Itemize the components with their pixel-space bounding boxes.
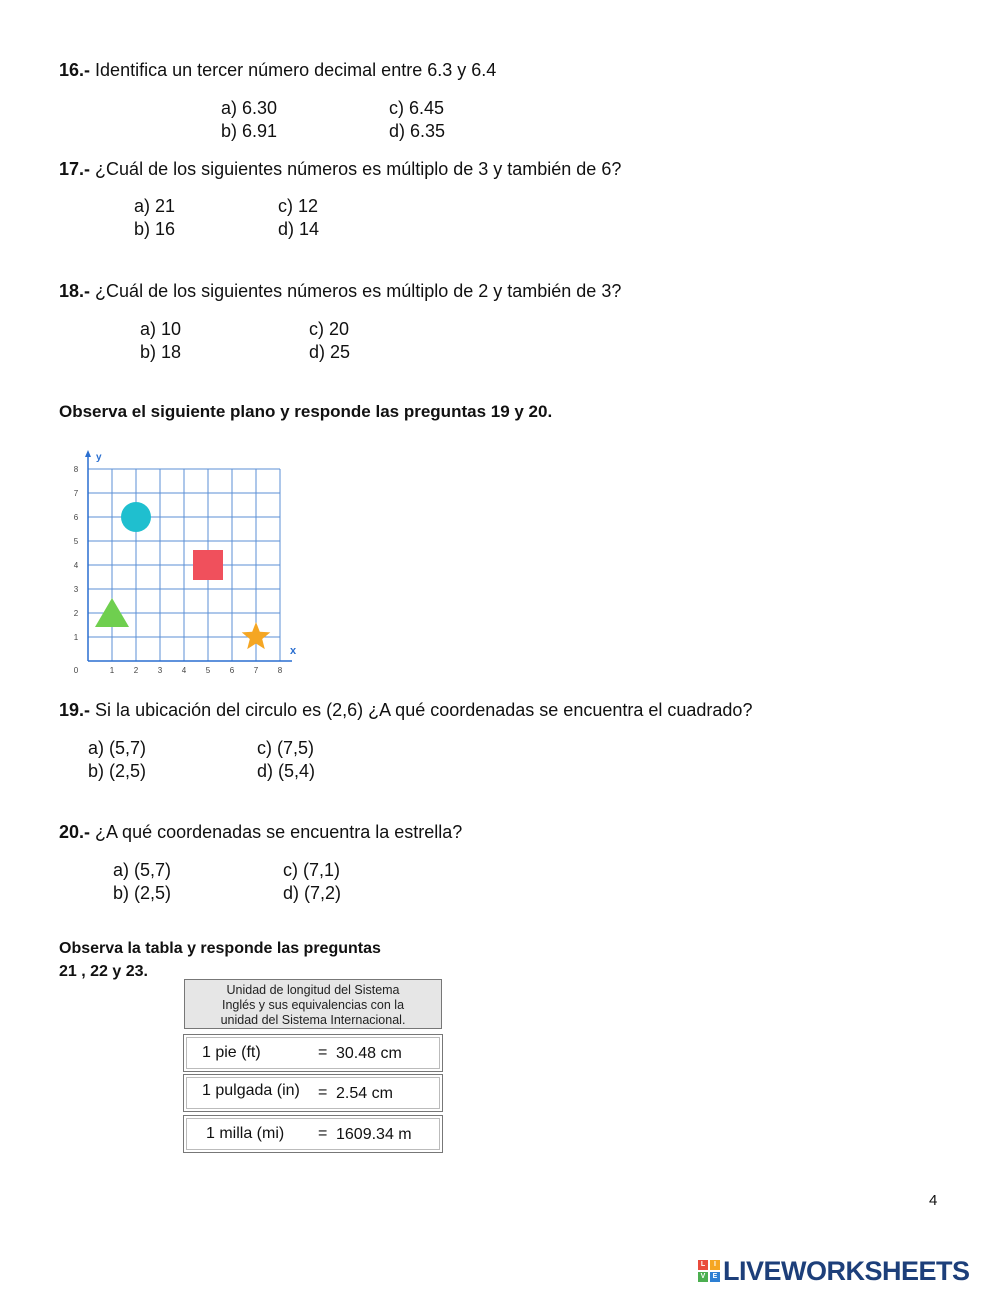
logo-icon: [698, 1260, 720, 1282]
y-tick-label: 7: [73, 489, 79, 498]
question-text: ¿A qué coordenadas se encuentra la estrella?: [95, 822, 463, 842]
option-a[interactable]: a) 10: [140, 319, 182, 339]
question-18: [59, 281, 621, 302]
question-text: ¿Cuál de los siguientes números es múltiplo de 2 y también de 3?: [95, 281, 622, 301]
option-a[interactable]: a) 6.30: [221, 98, 278, 118]
option-b[interactable]: b) (2,5): [113, 883, 172, 903]
table-row: [183, 1074, 443, 1112]
option-a[interactable]: a) (5,7): [113, 860, 172, 880]
option-d[interactable]: d) 6.35: [389, 121, 446, 141]
option-a[interactable]: a) (5,7): [88, 738, 147, 758]
y-tick-label: 3: [73, 585, 79, 594]
option-b[interactable]: b) 16: [134, 219, 176, 239]
option-c[interactable]: c) (7,5): [257, 738, 315, 758]
y-tick-label: 4: [73, 561, 79, 570]
question-number: 16.-: [59, 60, 91, 80]
table-header: [184, 979, 442, 1029]
y-tick-label: 6: [73, 513, 79, 522]
logo-tile: I: [710, 1260, 720, 1270]
option-a[interactable]: a) 21: [134, 196, 176, 216]
x-tick-label: 1: [109, 666, 115, 675]
x-tick-label: 5: [205, 666, 211, 675]
option-b[interactable]: b) 18: [140, 342, 182, 362]
option-d[interactable]: d) (7,2): [283, 883, 342, 903]
equals-sign: =: [318, 1084, 328, 1101]
x-tick-label: 8: [277, 666, 283, 675]
y-tick-label: 2: [73, 609, 79, 618]
question-20: [59, 822, 462, 843]
y-tick-label: 5: [73, 537, 79, 546]
question-number: 18.-: [59, 281, 91, 301]
coordinate-plane: [60, 440, 310, 680]
option-d[interactable]: d) 14: [278, 219, 320, 239]
plane-heading: Observa el siguiente plano y responde las preguntas 19 y 20.: [59, 402, 553, 421]
table-heading-line1: Observa la tabla y responde las preguntas: [59, 940, 381, 957]
y-tick-label: 8: [73, 465, 79, 474]
question-text: Identifica un tercer número decimal entre 6.3 y 6.4: [95, 60, 497, 80]
question-number: 19.-: [59, 700, 91, 720]
table-header-line: unidad del Sistema Internacional.: [220, 1013, 406, 1027]
option-c[interactable]: c) (7,1): [283, 860, 341, 880]
equals-sign: =: [318, 1044, 328, 1061]
x-tick-label: 0: [73, 666, 79, 675]
option-c[interactable]: c) 20: [309, 319, 350, 339]
option-b[interactable]: b) (2,5): [88, 761, 147, 781]
axes: [85, 450, 297, 661]
x-tick-label: 3: [157, 666, 163, 675]
y-axis-label: y: [96, 452, 102, 463]
table-heading-line2: 21 , 22 y 23.: [59, 963, 148, 980]
x-tick-label: 7: [253, 666, 259, 675]
question-text: ¿Cuál de los siguientes números es múltiplo de 3 y también de 6?: [95, 159, 622, 179]
option-c[interactable]: c) 6.45: [389, 98, 445, 118]
logo-tile: E: [710, 1272, 720, 1282]
table-header-line: Inglés y sus equivalencias con la: [221, 998, 405, 1012]
x-tick-label: 6: [229, 666, 235, 675]
x-axis-label: x: [290, 645, 297, 657]
option-b[interactable]: b) 6.91: [221, 121, 278, 141]
y-axis-arrow: [85, 450, 91, 457]
question-17: [59, 159, 621, 180]
option-d[interactable]: d) 25: [309, 342, 351, 362]
question-16: [59, 60, 496, 81]
page-number: 4: [929, 1192, 938, 1209]
table-row: [183, 1034, 443, 1072]
unit-equivalent: 30.48 cm: [336, 1045, 402, 1062]
equals-sign: =: [318, 1125, 328, 1142]
logo-tile: L: [698, 1260, 708, 1270]
option-d[interactable]: d) (5,4): [257, 761, 316, 781]
question-19: [59, 700, 752, 721]
unit-name: 1 milla (mi): [206, 1125, 285, 1142]
brand-name: LIVEWORKSHEETS: [723, 1255, 970, 1286]
unit-equivalent: 1609.34 m: [336, 1126, 412, 1143]
option-c[interactable]: c) 12: [278, 196, 319, 216]
unit-name: 1 pie (ft): [202, 1044, 261, 1061]
square-shape: [193, 550, 223, 580]
liveworksheets-logo: [698, 1256, 970, 1286]
plane-shapes: [95, 502, 270, 649]
logo-tile: V: [698, 1272, 708, 1282]
unit-equivalent: 2.54 cm: [336, 1085, 393, 1102]
question-number: 17.-: [59, 159, 91, 179]
table-row: [183, 1115, 443, 1153]
y-tick-label: 1: [73, 633, 79, 642]
x-tick-label: 4: [181, 666, 187, 675]
unit-name: 1 pulgada (in): [202, 1082, 300, 1099]
circle-shape: [121, 502, 151, 532]
question-number: 20.-: [59, 822, 91, 842]
table-header-line: Unidad de longitud del Sistema: [226, 983, 400, 997]
x-tick-label: 2: [133, 666, 139, 675]
question-text: Si la ubicación del circulo es (2,6) ¿A qué coordenadas se encuentra el cuadrado?: [95, 700, 753, 720]
